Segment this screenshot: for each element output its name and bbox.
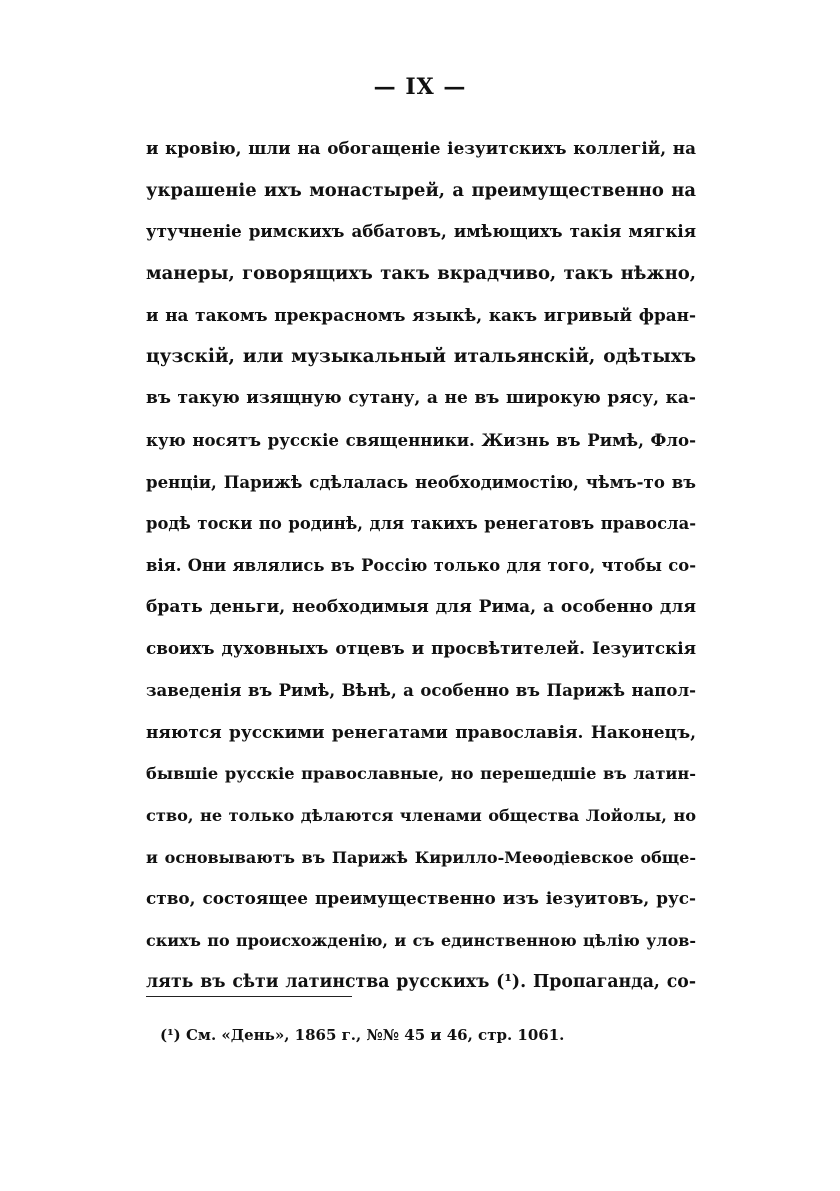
text-line: и кровію, шли на обогащеніе іезуитскихъ коллегій, на [146, 138, 696, 158]
text-line: бывшіе русскіе православные, но перешедшіе въ латин- [146, 764, 696, 784]
text-line: своихъ духовныхъ отцевъ и просвѣтителей. Іезуитскія [146, 638, 696, 659]
text-line: утучненіе римскихъ аббатовъ, имѣющихъ такія мягкія [146, 221, 696, 242]
text-line: родѣ тоски по родинѣ, для такихъ ренегатовъ правосла- [146, 514, 696, 534]
text-line: и на такомъ прекрасномъ языкѣ, какъ игривый фран- [146, 304, 696, 325]
body-text [146, 128, 696, 1003]
page-number: — IX — [373, 74, 467, 100]
text-line: брать деньги, необходимыя для Рима, а особенно для [146, 596, 696, 617]
text-line: ренціи, Парижѣ сдѣлалась необходимостію, чѣмъ-то въ [146, 471, 696, 492]
text-line: цузскій, или музыкальный итальянскій, одѣтыхъ [146, 346, 696, 368]
text-line: украшеніе ихъ монастырей, а преимущественно на [146, 179, 696, 201]
text-line: и основываютъ въ Парижѣ Кирилло-Меѳодіевское обще- [146, 847, 696, 867]
text-line: лять въ сѣти латинства русскихъ (¹). Пропаганда, со- [146, 971, 696, 992]
footnote: (¹) См. «День», 1865 г., №№ 45 и 46, стр. 1061. [160, 1026, 565, 1044]
text-line: кую носятъ русскіе священники. Жизнь въ Римѣ, Фло- [146, 429, 696, 450]
text-line: заведенія въ Римѣ, Вѣнѣ, а особенно въ Парижѣ напол- [146, 679, 696, 700]
footnote-divider [146, 996, 352, 997]
text-line: ство, состоящее преимущественно изъ іезуитовъ, рус- [146, 888, 696, 909]
text-line: въ такую изящную сутану, а не въ широкую рясу, ка- [146, 388, 696, 409]
text-line: скихъ по происхожденію, и съ единственною цѣлію улов- [146, 931, 696, 951]
text-line: вія. Они являлись въ Россію только для того, чтобы со- [146, 555, 696, 575]
text-line: няются русскими ренегатами православія. Наконецъ, [146, 721, 696, 742]
text-line: ство, не только дѣлаются членами общества Лойолы, но [146, 806, 696, 825]
text-line: манеры, говорящихъ такъ вкрадчиво, такъ нѣжно, [146, 263, 696, 285]
